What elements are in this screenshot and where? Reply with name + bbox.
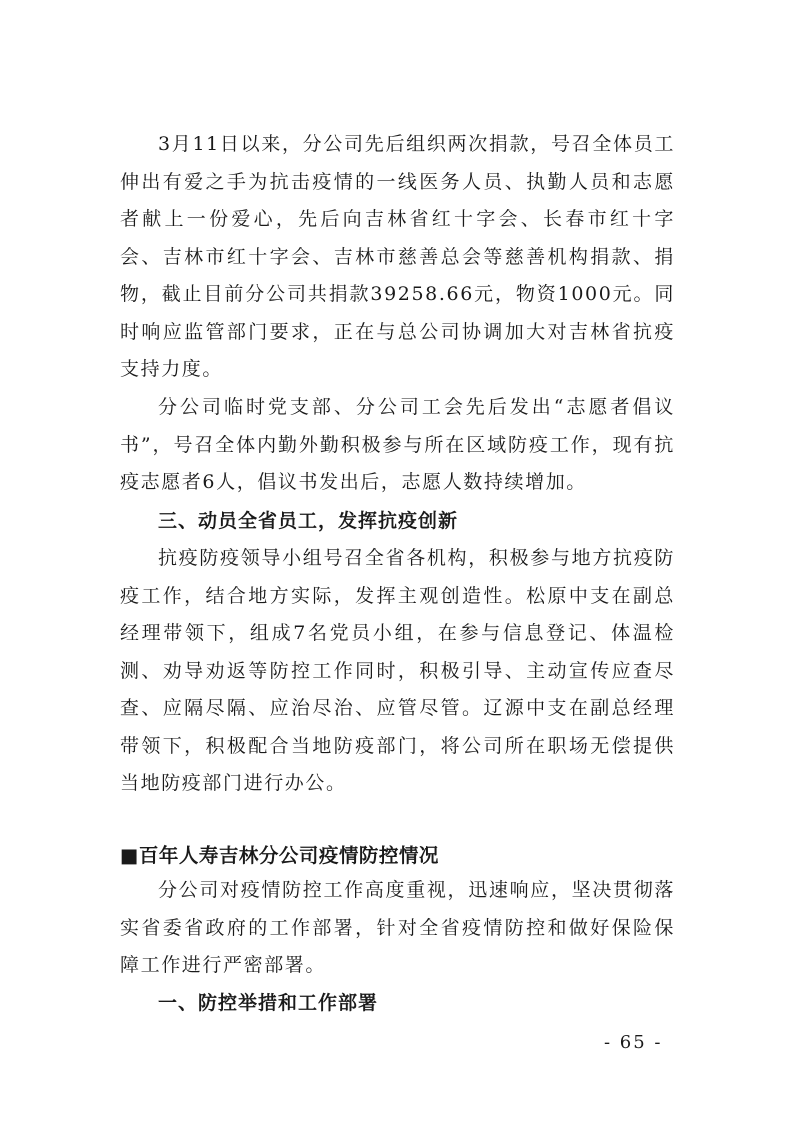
page-number: - 65 - bbox=[604, 1032, 663, 1053]
heading-mobilize-staff bbox=[120, 506, 675, 536]
paragraph-volunteers bbox=[120, 389, 675, 502]
heading-prevention-measures bbox=[120, 988, 675, 1018]
heading-text: 三、动员全省员工，发挥抗疫创新 bbox=[158, 510, 459, 532]
paragraph-text: 抗疫防疫领导小组号召全省各机构，积极参与地方抗疫防疫工作，结合地方实际，发挥主观创造性。松原中支在副总经理带领下，组成7名党员小组，在参与信息登记、体温检测、劝导劝返等防控工作同时，积极引导、主动宣传应查尽查、应隔尽隔、应治尽治、应管尽管。辽源中支在副总经理带领下，积极配合当地防疫部门，将公司所在职场无偿提供当地防疫部门进行办公。 bbox=[120, 547, 675, 794]
paragraph-text: 分公司对疫情防控工作高度重视，迅速响应，坚决贯彻落实省委省政府的工作部署，针对全省疫情防控和做好保险保障工作进行严密部署。 bbox=[120, 879, 675, 976]
paragraph-overview bbox=[120, 872, 675, 985]
heading-text: 一、防控举措和工作部署 bbox=[158, 992, 379, 1014]
paragraph-donations bbox=[120, 126, 675, 389]
section-title-text: ■百年人寿吉林分公司疫情防控情况 bbox=[120, 844, 439, 867]
paragraph-text: 3月11日以来，分公司先后组织两次捐款，号召全体员工伸出有爱之手为抗击疫情的一线医务人员、执勤人员和志愿者献上一份爱心，先后向吉林省红十字会、长春市红十字会、吉林市红十字会、吉林市慈善总会等慈善机构捐款、捐物，截止目前分公司共捐款39258.66元，物资1000元。同时响应监管部门要求，正在与总公司协调加大对吉林省抗疫支持力度。 bbox=[120, 133, 675, 380]
paragraph-local-efforts bbox=[120, 540, 675, 803]
paragraph-text: 分公司临时党支部、分公司工会先后发出“志愿者倡议书”，号召全体内勤外勤积极参与所在区域防疫工作，现有抗疫志愿者6人，倡议书发出后，志愿人数持续增加。 bbox=[120, 396, 675, 493]
section-title-baiyear bbox=[120, 841, 675, 871]
